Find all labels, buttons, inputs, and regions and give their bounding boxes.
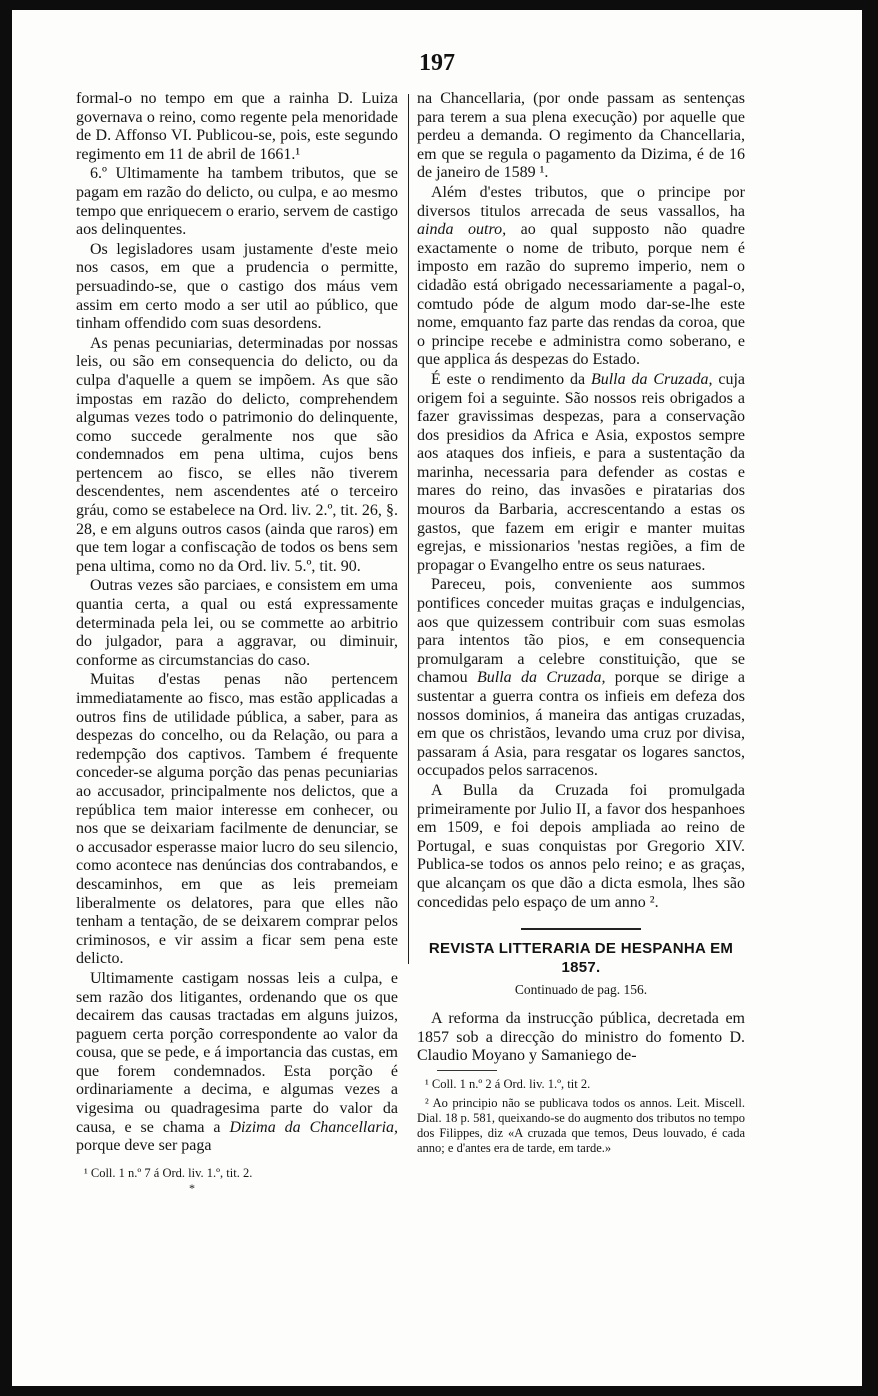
paragraph: As penas pecuniarias, determinadas por nossas leis, ou são em consequencia do delicto, ou da culpa d'aquelle a quem se impõem. As que são impostas em razão do delicto, comprehendem algumas vezes todo o patrimonio do delinquente, como succede geralmente nos que são condemnados em pena ultima, cujos bens pertencem ao fisco, se elles não tiverem descendentes, nem ascendentes até o terceiro gráu, como se estabelece na Ord. liv. 2.º, tit. 26, §. 28, e em alguns outros casos (ainda que raros) em que tem logar a confiscação de todos os bens sem pena ultima, como no da Ord. liv. 5.º, tit. 90. <box>76 334 398 575</box>
paragraph-tail: ao qual supposto não quadre exactamente o nome de tributo, porque nem é imposto em razão do supremo imperio, nem o cidadão está obrigado necessariamente a pagal-o, comtudo póde de algum modo dar-se-lhe este nome, emquanto faz parte das rendas da coroa, que o principe recebe e administra como soberano, e que applica ás despezas do Estado. <box>417 221 745 369</box>
paragraph: A Bulla da Cruzada foi promulgada primeiramente por Julio II, a favor dos hespanhoes em 1509, e foi depois ampliada ao reino de Portugal, e suas conquistas por Gregorio XIV. Publica-se todos os annos pelo reino; e as graças, que alcançam os que dão a dicta esmola, lhes são concedidas pelo espaço de um anno ². <box>417 781 745 911</box>
italic-term: ainda outro, <box>417 221 507 239</box>
paragraph-tail: porque deve ser paga <box>76 1137 212 1155</box>
italic-term: Dizima da Chancellaria, <box>229 1118 399 1136</box>
paragraph <box>417 184 745 370</box>
paragraph-text: É este o rendimento da <box>431 370 586 388</box>
paragraph: formal-o no tempo em que a rainha D. Luiza governava o reino, como regente pela menoridade de D. Affonso VI. Publicou-se, pois, este segundo regimento em 11 de abril de 1661.¹ <box>76 90 398 163</box>
footnote: ¹ Coll. 1 n.º 7 á Ord. liv. 1.º, tit. 2. <box>84 1165 253 1180</box>
paragraph <box>76 970 398 1156</box>
paragraph: 6.º Ultimamente ha tambem tributos, que se pagam em razão do delicto, ou culpa, e ao mesmo tempo que enriquecem o erario, servem de castigo aos delinquentes. <box>76 165 398 239</box>
paragraph <box>417 371 745 576</box>
paragraph: A reforma da instrucção pública, decretada em 1857 sob a direcção do ministro do fomento D. Claudio Moyano y Samaniego de- <box>417 1009 745 1065</box>
section-rule <box>521 928 641 930</box>
footnote: ¹ Coll. 1 n.º 2 á Ord. liv. 1.º, tit 2. <box>425 1076 591 1091</box>
book-page <box>12 10 862 1386</box>
left-column <box>76 90 398 1196</box>
paragraph: Outras vezes são parciaes, e consistem em uma quantia certa, a qual ou está expressamente determinada pela lei, ou se commette ao arbitrio do julgador, para a aggravar, ou diminuir, conforme as circumstancias do caso. <box>76 577 398 669</box>
page-number: 197 <box>419 50 455 76</box>
paragraph: Os legisladores usam justamente d'este meio nos casos, em que a prudencia o permitte, persuadindo-se, que o castigo dos máus vem assim em certo modo a ser util ao público, que tinham offendido com suas desordens. <box>76 240 398 333</box>
section-subtitle: Continuado de pag. 156. <box>514 982 648 998</box>
paragraph-text: Além d'estes tributos, que o principe por diversos titulos arrecada de seus vassallos, ha <box>417 183 745 220</box>
paragraph-text: Ultimamente castigam nossas leis a culpa, e sem razão dos litigantes, ordenando que os que decairem das causas tractadas em alguns juizos, paguem certa porção correspondente ao valor da cousa, que se pede, e á importancia das custas, em que forem condemnados. Esta porção é ordinariamente a decima, e algumas vezes a vigesima ou quadragesima parte do valor da causa, e se chama a <box>76 969 398 1136</box>
footnote-separator <box>437 1070 497 1071</box>
paragraph-tail: cuja origem foi a seguinte. São nossos reis obrigados a fazer gravissimas despezas, para a conservação dos presidios da Africa e Asia, expostos sempre aos ataques dos infieis, e para a sustentação da marinha, necessaria para defender as costas e mares do reino, das invasões e piratarias dos mouros da Barbaria, accrescentando a estas os gastos, que fazem em erigir e manter muitas egrejas, e missionarios 'nestas regiões, a fim de propagar o Evangelho entre os seus naturaes. <box>417 370 745 574</box>
footnote: ² Ao principio não se publicava todos os annos. Leit. Miscell. Dial. 18 p. 581, queixando-se do augmento dos tributos no tempo dos Filippes, diz «A cruzada que temos, Deus louvado, é cada anno; e d'antes era de tarde, em tarde.» <box>417 1095 745 1155</box>
paragraph <box>417 576 745 781</box>
right-column <box>417 90 745 1156</box>
italic-term: Bulla da Cruzada, <box>477 669 606 687</box>
footnotes <box>76 1166 398 1196</box>
section-title: REVISTA LITTERARIA DE HESPANHA EM 1857. <box>428 940 734 976</box>
paragraph-text: Pareceu, pois, conveniente aos summos pontifices conceder muitas graças e indulgencias, aos que quizessem contribuir com suas esmolas para intentos tão pios, e em consequencia promulgaram a celebre constituição, que se chamou <box>417 576 745 687</box>
italic-term: Bulla da Cruzada, <box>590 370 713 388</box>
footnotes <box>417 1077 745 1156</box>
paragraph: na Chancellaria, (por onde passam as sentenças para terem a sua plena execução) por aquelle que perdeu a demanda. O regimento da Chancellaria, em que se regula o pagamento da Dizima, é de 16 de janeiro de 1589 ¹. <box>417 90 745 182</box>
signature-mark: * <box>189 1180 195 1195</box>
paragraph: Muitas d'estas penas não pertencem immediatamente ao fisco, mas estão applicadas a outros fins de utilidade pública, a saber, para as despezas do concelho, ou da Relação, ou para a redempção dos captivos. Tambem é frequente conceder-se alguma porção das penas pecuniarias ao accusador, principalmente nos delictos, que a república tem maior interesse em conhecer, ou nos que se deixariam facilmente de denunciar, se o accusador esperasse maior lucro do seu silencio, como acontece nas denúncias dos contrabandos, e descaminhos, em que as leis premeiam liberalmente os delatores, para que elles não tenham a tentação, de se deixarem comprar pelos criminosos, e vir assim a ficar sem pena este delicto. <box>76 671 398 968</box>
paragraph-tail: porque se dirige a sustentar a guerra contra os infieis em defeza dos nossos dominios, á maneira das antigas cruzadas, em que os christãos, levando uma cruz por divisa, passaram á Asia, para resgatar os logares sanctos, occupados pelos sarracenos. <box>417 669 745 780</box>
column-divider <box>408 94 409 964</box>
